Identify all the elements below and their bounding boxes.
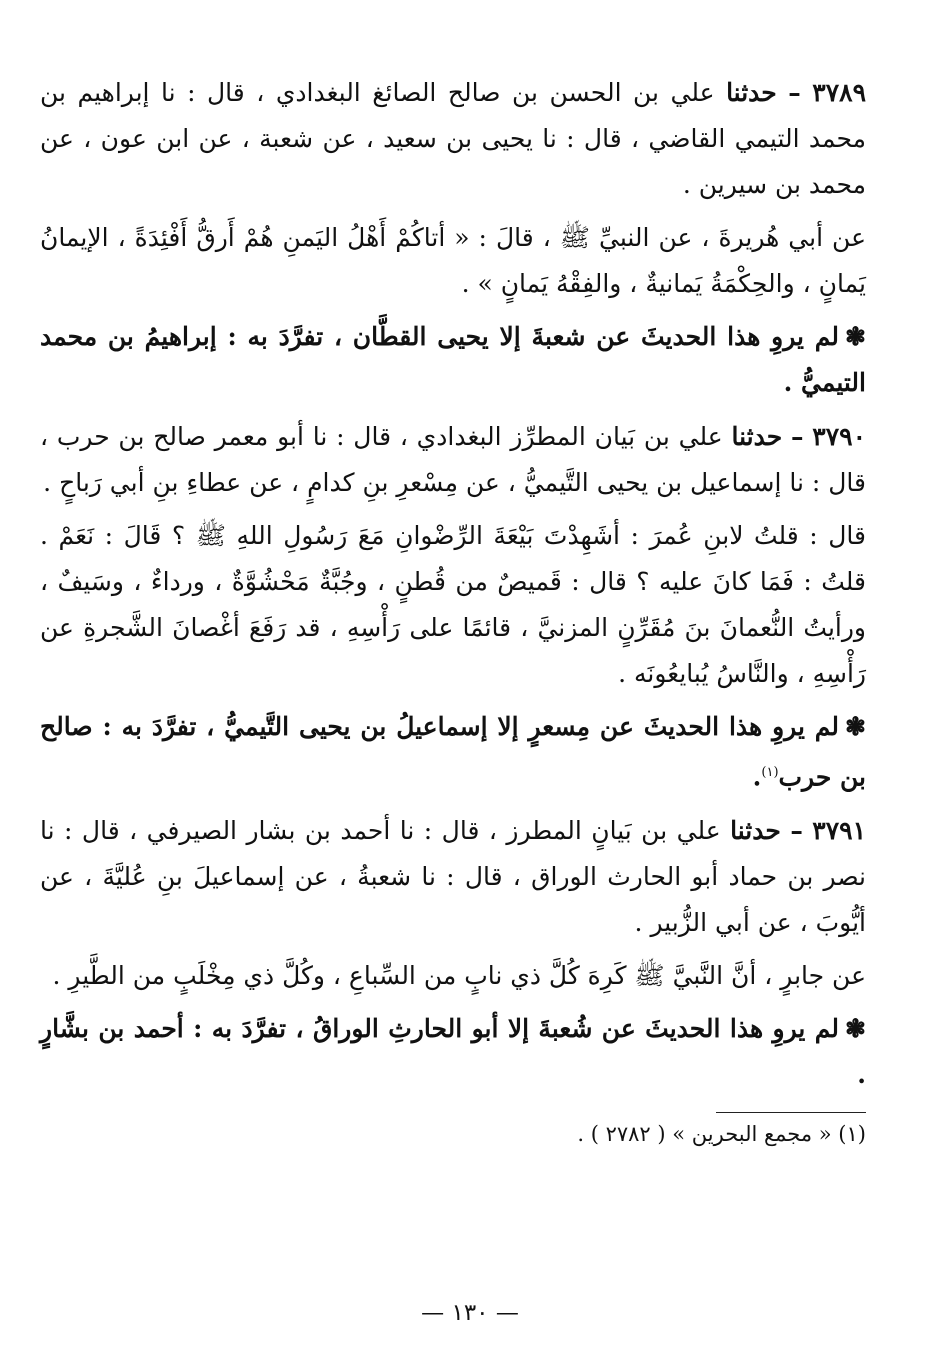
dash: – bbox=[790, 816, 803, 846]
chain-text: علي بن الحسن بن صالح الصائغ البغدادي ، قال : نا إبراهيم بن محمد التيمي القاضي ، قال : نا يحيى بن سعيد ، عن شعبة ، عن ابن عون ، عن محمد بن سيرين . bbox=[40, 78, 866, 199]
hadith-chain bbox=[40, 70, 866, 208]
footnote-ref[interactable]: (١) bbox=[761, 765, 779, 780]
dash: – bbox=[790, 422, 804, 451]
hadith-number: ٣٧٩١ bbox=[812, 816, 866, 846]
flower-icon: ❃ bbox=[845, 712, 866, 741]
hadith-text: عن جابرٍ ، أنَّ النَّبيَّ ﷺ كَرِهَ كُلَّ ذي نابٍ من السِّباعِ ، وكُلَّ ذي مِخْلَبٍ من الطَّيرِ . bbox=[52, 961, 866, 991]
note-text: لم يروِ هذا الحديثَ عن مِسعرٍ إلا إسماعيلُ بن يحيى التَّيميُّ ، تفرَّدَ به : صالح بن حرب bbox=[40, 712, 866, 792]
hadith-entry bbox=[40, 414, 866, 800]
hadith-lead: حدثنا bbox=[730, 816, 781, 846]
hadith-text: عن أبي هُريرةَ ، عن النبيِّ ﷺ ، قالَ : « أتاكُمْ أَهْلُ اليَمنِ هُمْ أَرقُّ أَفْئِدَةً ، الإيمانُ يَمانٍ ، والحِكْمَةُ يَمانيةٌ ، والفِقْهُ يَمانٍ » . bbox=[40, 223, 866, 298]
note-text: لم يروِ هذا الحديثَ عن شُعبةَ إلا أبو الحارثِ الوراقُ ، تفرَّدَ به : أحمد بن بشَّارٍ . bbox=[40, 1014, 866, 1090]
page-number: — ١٣٠ — bbox=[421, 1300, 519, 1326]
flower-icon: ❃ bbox=[845, 322, 866, 351]
hadith-chain bbox=[40, 414, 866, 506]
hadith-number: ٣٧٩٠ bbox=[812, 422, 866, 451]
hadith-lead: حدثنا bbox=[726, 78, 777, 107]
hadith-lead: حدثنا bbox=[731, 422, 783, 451]
hadith-number: ٣٧٨٩ bbox=[812, 78, 867, 107]
footnote: (١) « مجمع البحرين » ( ٢٧٨٢ ) . bbox=[577, 1122, 866, 1147]
flower-icon: ❃ bbox=[845, 1014, 866, 1044]
hadith-note bbox=[40, 314, 866, 406]
dash: – bbox=[788, 78, 801, 107]
hadith-chain bbox=[40, 808, 866, 946]
chain-text: علي بن بَيان المطرِّز البغدادي ، قال : نا أبو معمر صالح بن حرب ، قال : نا إسماعيل بن يحيى التَّيميُّ ، عن مِسْعرِ بنِ كدامٍ ، عن عطاءِ بنِ أبي رَباحٍ . bbox=[40, 422, 866, 497]
hadith-note bbox=[40, 1006, 866, 1098]
note-text: لم يروِ هذا الحديثَ عن شعبةَ إلا يحيى القطَّان ، تفرَّدَ به : إبراهيمُ بن محمد التيميُّ . bbox=[40, 322, 866, 397]
hadith-entry bbox=[40, 70, 866, 406]
hadith-entry bbox=[40, 808, 866, 1098]
chain-text: علي بن بَيانٍ المطرز ، قال : نا أحمد بن بشار الصيرفي ، قال : نا نصر بن حماد أبو الحارث الوراق ، قال : نا شعبةُ ، عن إسماعيلَ بنِ عُليَّةَ ، عن أيُّوبَ ، عن أبي الزُّبير . bbox=[40, 816, 866, 938]
hadith-text: قال : قلتُ لابنِ عُمرَ : أشَهِدْتَ بَيْعَةَ الرِّضْوانِ مَعَ رَسُولِ اللهِ ﷺ ؟ قَالَ : نَعَمْ . قلتُ : فَمَا كانَ عليه ؟ قال : قَميصٌ من قُطنٍ ، وجُبَّةٌ مَحْشُوَّةٌ ، ورداءٌ ، وسَيفٌ ، ورأيتُ النُّعمانَ بنَ مُقَرِّنٍ المزنيَّ ، قائمًا على رَأْسِهِ ، قد رَفَعَ أغْصانَ الشَّجرةِ عن رَأْسِهِ ، والنَّاسُ يُبايعُونَه . bbox=[40, 521, 866, 688]
hadith-note: ❃لم يروِ هذا الحديثَ عن مِسعرٍ إلا إسماعيلُ بن يحيى التَّيميُّ ، تفرَّدَ به : صالح بن حرب$^{(١)}$. bbox=[40, 712, 866, 792]
